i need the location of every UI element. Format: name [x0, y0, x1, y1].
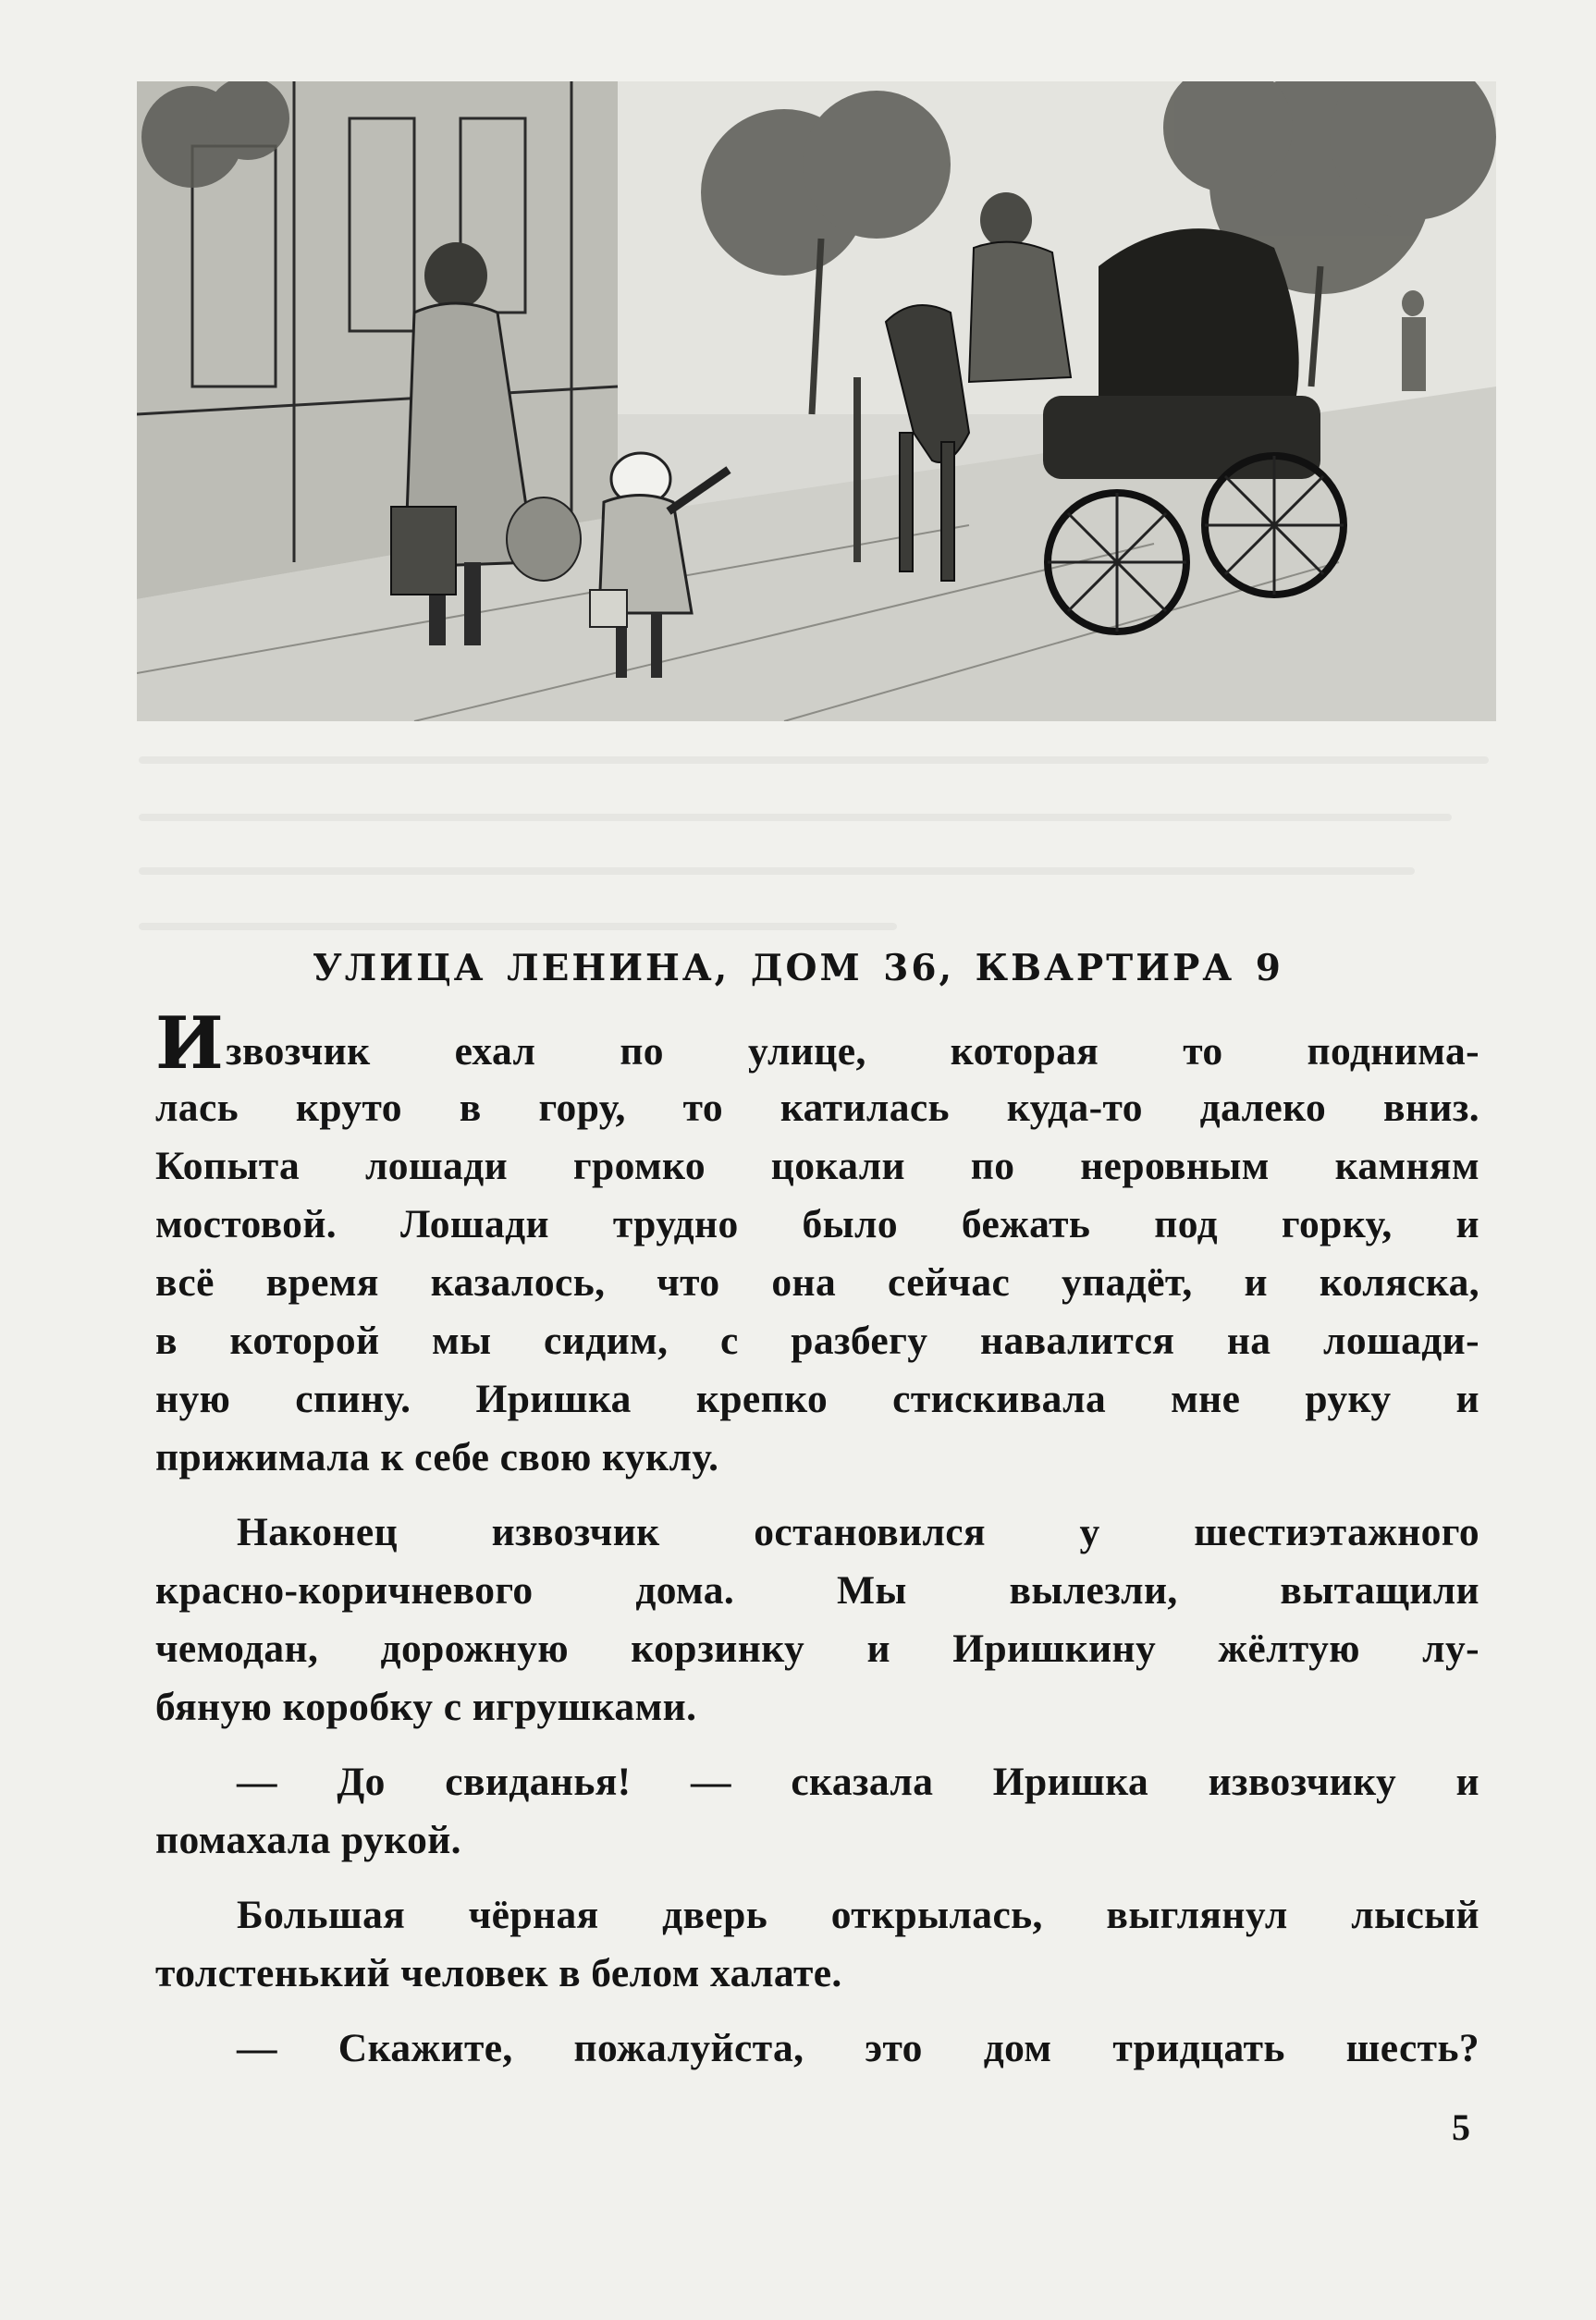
- text-line: прижимала к себе свою куклу.: [155, 1435, 719, 1479]
- text-line: Копыта лошади громко цокали по неровным камням: [155, 1144, 1479, 1188]
- chapter-title: УЛИЦА ЛЕНИНА, ДОМ 36, КВАРТИРА 9: [313, 947, 1283, 989]
- paragraph-2: [155, 1504, 1479, 1737]
- paragraph-4: [155, 1886, 1479, 2003]
- text-line: чемодан, дорожную корзинку и Иришкину жёлтую лу-: [155, 1626, 1479, 1671]
- street-scene-illustration: [137, 81, 1496, 721]
- text-line: красно-коричневого дома. Мы вылезли, вытащили: [155, 1568, 1479, 1613]
- body-text: [155, 1001, 1479, 2078]
- bleed-through-line: [139, 867, 1415, 875]
- text-line: Большая чёрная дверь открылась, выглянул лысый: [237, 1893, 1479, 1937]
- text-line: всё время казалось, что она сейчас упадёт, и коляска,: [155, 1260, 1479, 1305]
- drop-cap: И: [155, 1001, 225, 1086]
- text-line: Наконец извозчик остановился у шестиэтажного: [237, 1510, 1479, 1554]
- bleed-through-line: [139, 814, 1452, 821]
- bleed-through-line: [139, 756, 1489, 764]
- bleed-through-line: [139, 923, 897, 930]
- text-line: толстенький человек в белом халате.: [155, 1951, 842, 1995]
- paragraph-3: [155, 1753, 1479, 1870]
- text-line: Извозчик ехал по улице, которая то поднима-: [155, 1001, 1479, 1086]
- text-line: — До свиданья! — сказала Иришка извозчику и: [237, 1760, 1479, 1804]
- text-line: лась круто в гору, то катилась куда-то далеко вниз.: [155, 1086, 1479, 1130]
- text-line: мостовой. Лошади трудно было бежать под горку, и: [155, 1202, 1479, 1246]
- paragraph-1: [155, 1001, 1479, 1487]
- text-line: ную спину. Иришка крепко стискивала мне руку и: [155, 1377, 1479, 1421]
- paragraph-5: [155, 2019, 1479, 2078]
- text-line: в которой мы сидим, с разбегу навалится на лошади-: [155, 1319, 1479, 1363]
- text-line: бяную коробку с игрушками.: [155, 1685, 697, 1729]
- text-line: помахала рукой.: [155, 1818, 461, 1862]
- text-line: — Скажите, пожалуйста, это дом тридцать шесть?: [237, 2026, 1479, 2070]
- page-number: 5: [1452, 2106, 1470, 2148]
